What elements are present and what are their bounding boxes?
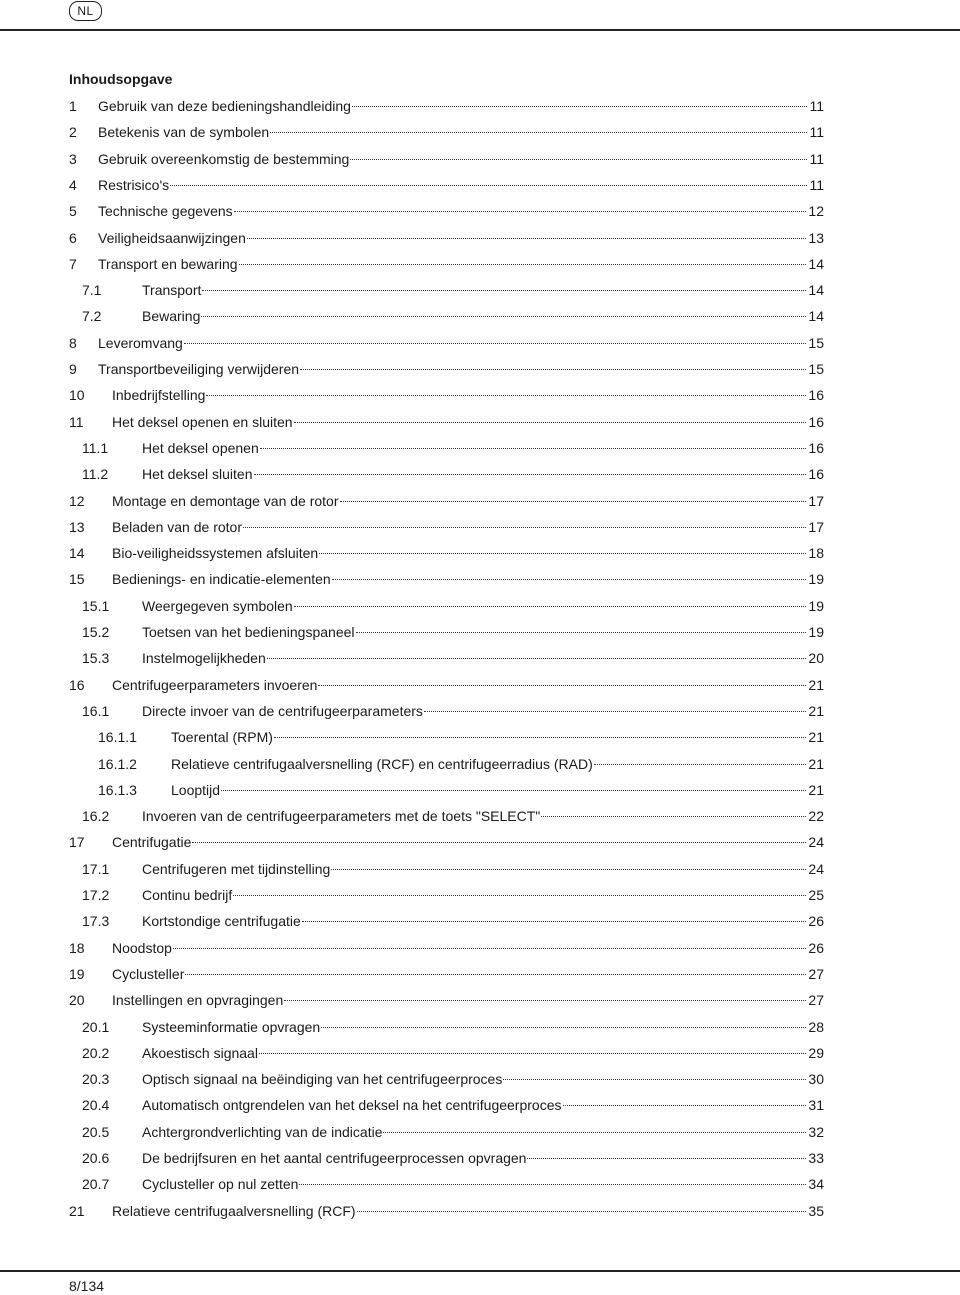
toc-entry-number: 16.1.1 bbox=[98, 729, 137, 746]
toc-entry-page: 24 bbox=[808, 860, 824, 877]
toc-dot-leader bbox=[294, 606, 807, 607]
toc-entry-page: 12 bbox=[808, 203, 824, 220]
toc-entry[interactable] bbox=[69, 540, 824, 566]
toc-entry[interactable] bbox=[82, 908, 824, 934]
toc-dot-leader bbox=[319, 553, 806, 554]
toc-entry-title: Relatieve centrifugaalversnelling (RCF) en centrifugeerradius (RAD) bbox=[171, 755, 593, 772]
toc-entry-title: Transportbeveiliging verwijderen bbox=[98, 361, 300, 377]
toc-entry-number: 6 bbox=[69, 229, 77, 246]
toc-dot-leader bbox=[594, 764, 807, 765]
toc-entry[interactable] bbox=[69, 330, 824, 356]
toc-dot-leader bbox=[202, 290, 806, 291]
toc-entry-title: Bedienings- en indicatie-elementen bbox=[112, 571, 331, 588]
toc-entry-title: Akoestisch signaal bbox=[142, 1044, 258, 1061]
toc-entry[interactable] bbox=[69, 382, 824, 408]
toc-entry-title: Achtergrondverlichting van de indicatie bbox=[142, 1123, 383, 1140]
toc-dot-leader bbox=[201, 316, 806, 317]
toc-entry-number: 17.3 bbox=[82, 913, 110, 930]
toc-entry-number: 16.1.2 bbox=[98, 755, 137, 772]
toc-entry-title: Inbedrijfstelling bbox=[112, 387, 206, 404]
toc-entry[interactable] bbox=[69, 987, 824, 1013]
toc-dot-leader bbox=[302, 921, 807, 922]
toc-entry-number: 4 bbox=[69, 176, 77, 193]
toc-entry[interactable] bbox=[98, 751, 824, 777]
toc-entry-title: Cyclusteller bbox=[112, 965, 185, 982]
toc-entry-number: 20.7 bbox=[82, 1176, 110, 1193]
toc-entry-number: 5 bbox=[69, 203, 77, 220]
toc-entry-page: 15 bbox=[808, 334, 824, 351]
toc-entry[interactable] bbox=[69, 146, 824, 172]
toc-entry-number: 20.2 bbox=[82, 1044, 110, 1061]
toc-entry-number: 14 bbox=[69, 545, 85, 562]
toc-entry[interactable] bbox=[82, 803, 824, 829]
toc-entry-page: 34 bbox=[808, 1176, 824, 1193]
toc-entry[interactable] bbox=[82, 882, 824, 908]
toc-entry-number: 15.2 bbox=[82, 624, 110, 640]
toc-entry-title: Bio-veiligheidssystemen afsluiten bbox=[112, 545, 319, 562]
toc-entry[interactable] bbox=[69, 356, 824, 382]
toc-entry-title: Automatisch ontgrendelen van het deksel na het centrifugeerproces bbox=[142, 1097, 562, 1114]
toc-entry-number: 7 bbox=[69, 255, 77, 272]
toc-entry-number: 8 bbox=[69, 334, 77, 351]
toc-entry[interactable] bbox=[82, 435, 824, 461]
toc-entry-page: 16 bbox=[808, 439, 824, 456]
toc-entry-number: 17.2 bbox=[82, 887, 110, 903]
toc-entry-number: 11.2 bbox=[82, 466, 109, 483]
toc-entry-number: 20 bbox=[69, 992, 85, 1009]
toc-entry-title: Relatieve centrifugaalversnelling (RCF) bbox=[112, 1202, 356, 1219]
toc-entry-number: 1 bbox=[69, 98, 77, 114]
toc-entry-page: 29 bbox=[808, 1044, 824, 1061]
toc-entry-title: Het deksel openen en sluiten bbox=[112, 413, 293, 430]
toc-dot-leader bbox=[541, 816, 806, 817]
toc-entry[interactable] bbox=[69, 225, 824, 251]
toc-entry-title: Continu bedrijf bbox=[142, 887, 233, 903]
page-number: 8/134 bbox=[69, 1278, 105, 1294]
toc-entry-page: 28 bbox=[808, 1018, 824, 1035]
toc-entry[interactable] bbox=[82, 1119, 824, 1145]
toc-entry-number: 17 bbox=[69, 834, 85, 851]
toc-entry-title: Toetsen van het bedieningspaneel bbox=[142, 624, 355, 640]
toc-entry-page: 35 bbox=[808, 1202, 824, 1219]
toc-entry-page: 33 bbox=[808, 1150, 824, 1166]
toc-entry-page: 21 bbox=[808, 781, 824, 798]
toc-entry-page: 11 bbox=[809, 176, 824, 193]
toc-entry-page: 17 bbox=[808, 518, 824, 535]
toc-entry-page: 24 bbox=[808, 834, 824, 851]
toc-dot-leader bbox=[184, 343, 807, 344]
toc-entry[interactable] bbox=[69, 829, 824, 855]
toc-dot-leader bbox=[185, 974, 806, 975]
toc-entry-page: 18 bbox=[808, 545, 824, 562]
toc-entry[interactable] bbox=[82, 461, 824, 487]
toc-entry-page: 16 bbox=[808, 413, 824, 430]
toc-entry-title: Montage en demontage van de rotor bbox=[112, 492, 339, 509]
toc-entry[interactable] bbox=[82, 856, 824, 882]
toc-entry-number: 12 bbox=[69, 492, 85, 509]
toc-entry[interactable] bbox=[82, 698, 824, 724]
toc-entry-title: De bedrijfsuren en het aantal centrifugeerprocessen opvragen bbox=[142, 1150, 527, 1166]
toc-entry-title: Restrisico's bbox=[98, 176, 170, 193]
toc-dot-leader bbox=[332, 579, 807, 580]
toc-entry[interactable] bbox=[69, 566, 824, 592]
toc-entry-page: 11 bbox=[809, 150, 824, 167]
toc-entry-number: 7.1 bbox=[82, 282, 102, 299]
toc-entry[interactable] bbox=[69, 1198, 824, 1224]
toc-dot-leader bbox=[563, 1105, 807, 1106]
toc-entry[interactable] bbox=[82, 1145, 824, 1171]
toc-entry-number: 15 bbox=[69, 571, 85, 588]
toc-entry-title: Toerental (RPM) bbox=[171, 729, 273, 746]
toc-entry[interactable] bbox=[69, 409, 824, 435]
toc-entry-number: 13 bbox=[69, 518, 85, 535]
toc-entry-title: Veiligheidsaanwijzingen bbox=[98, 229, 246, 246]
toc-entry-title: Gebruik overeenkomstig de bestemming bbox=[98, 150, 350, 167]
toc-entry-page: 19 bbox=[808, 597, 824, 614]
toc-entry-page: 27 bbox=[808, 965, 824, 982]
toc-dot-leader bbox=[357, 1211, 807, 1212]
toc-entry-title: Instelmogelijkheden bbox=[142, 650, 266, 667]
toc-entry-page: 25 bbox=[808, 887, 824, 903]
toc-dot-leader bbox=[321, 1027, 806, 1028]
toc-entry-title: Bewaring bbox=[142, 308, 201, 325]
toc-dot-leader bbox=[173, 948, 806, 949]
toc-entry[interactable] bbox=[69, 119, 824, 145]
toc-entry-page: 15 bbox=[808, 361, 824, 377]
toc-dot-leader bbox=[299, 1184, 806, 1185]
toc-entry-title: Transport en bewaring bbox=[98, 255, 238, 272]
toc-dot-leader bbox=[300, 369, 806, 370]
toc-dot-leader bbox=[352, 106, 807, 107]
toc-entry-title: Instellingen en opvragingen bbox=[112, 992, 284, 1009]
toc-dot-leader bbox=[270, 132, 807, 133]
toc-entry-number: 20.1 bbox=[82, 1018, 110, 1035]
toc-entry[interactable] bbox=[98, 724, 824, 750]
toc-entry-number: 11.1 bbox=[82, 439, 109, 456]
toc-entry-number: 15.1 bbox=[82, 597, 110, 614]
toc-dot-leader bbox=[340, 501, 807, 502]
header-rule bbox=[0, 29, 960, 31]
toc-entry-number: 17.1 bbox=[82, 860, 110, 877]
toc-heading: Inhoudsopgave bbox=[69, 71, 173, 87]
toc-dot-leader bbox=[170, 185, 807, 186]
toc-dot-leader bbox=[260, 448, 807, 449]
toc-entry[interactable] bbox=[82, 1092, 824, 1118]
toc-entry-page: 21 bbox=[808, 702, 824, 719]
toc-dot-leader bbox=[274, 737, 807, 738]
toc-entry-title: Leveromvang bbox=[98, 334, 183, 351]
toc-entry[interactable] bbox=[82, 619, 824, 645]
toc-entry[interactable] bbox=[98, 777, 824, 803]
toc-entry[interactable] bbox=[69, 172, 824, 198]
toc-dot-leader bbox=[503, 1079, 806, 1080]
toc-dot-leader bbox=[331, 869, 806, 870]
toc-dot-leader bbox=[383, 1132, 806, 1133]
toc-entry-number: 16.2 bbox=[82, 808, 110, 825]
toc-entry-number: 21 bbox=[69, 1202, 85, 1219]
toc-entry[interactable] bbox=[82, 1066, 824, 1092]
toc-dot-leader bbox=[221, 790, 806, 791]
toc-entry[interactable] bbox=[82, 1171, 824, 1197]
toc-entry-title: Cyclusteller op nul zetten bbox=[142, 1176, 299, 1193]
toc-dot-leader bbox=[254, 474, 807, 475]
toc-dot-leader bbox=[350, 159, 807, 160]
toc-entry[interactable] bbox=[69, 672, 824, 698]
toc-entry-number: 16.1.3 bbox=[98, 781, 137, 798]
toc-entry-title: Gebruik van deze bedieningshandleiding bbox=[98, 98, 351, 114]
toc-entry-title: Centrifugatie bbox=[112, 834, 192, 851]
toc-entry-title: Centrifugeerparameters invoeren bbox=[112, 676, 318, 693]
toc-entry-page: 21 bbox=[808, 755, 824, 772]
toc-entry[interactable] bbox=[82, 277, 824, 303]
toc-entry-title: Het deksel sluiten bbox=[142, 466, 253, 483]
toc-entry-number: 16 bbox=[69, 676, 85, 693]
toc-entry-number: 2 bbox=[69, 124, 77, 141]
toc-entry[interactable] bbox=[69, 198, 824, 224]
toc-entry-number: 20.4 bbox=[82, 1097, 110, 1114]
toc-entry-title: Transport bbox=[142, 282, 202, 299]
toc-dot-leader bbox=[233, 895, 806, 896]
toc-entry-number: 20.5 bbox=[82, 1123, 110, 1140]
toc-entry-number: 18 bbox=[69, 939, 85, 956]
toc-dot-leader bbox=[356, 632, 807, 633]
toc-entry-page: 11 bbox=[809, 124, 824, 141]
toc-entry-page: 14 bbox=[808, 282, 824, 299]
toc-entry-title: Kortstondige centrifugatie bbox=[142, 913, 301, 930]
toc-dot-leader bbox=[424, 711, 807, 712]
toc-entry-title: Weergegeven symbolen bbox=[142, 597, 293, 614]
toc-entry[interactable] bbox=[69, 514, 824, 540]
toc-entry-page: 11 bbox=[809, 98, 824, 114]
toc-entry-page: 19 bbox=[808, 624, 824, 640]
toc-entry-page: 22 bbox=[808, 808, 824, 825]
toc-entry[interactable] bbox=[69, 488, 824, 514]
toc-entry-page: 16 bbox=[808, 466, 824, 483]
toc-entry-number: 9 bbox=[69, 361, 77, 377]
toc-entry[interactable] bbox=[82, 645, 824, 671]
toc-entry-title: Het deksel openen bbox=[142, 439, 259, 456]
toc-dot-leader bbox=[527, 1158, 806, 1159]
toc-dot-leader bbox=[192, 842, 806, 843]
toc-entry-number: 10 bbox=[69, 387, 85, 404]
toc-entry-page: 20 bbox=[808, 650, 824, 667]
toc-entry-number: 16.1 bbox=[82, 702, 110, 719]
toc-dot-leader bbox=[206, 395, 806, 396]
toc-entry-title: Centrifugeren met tijdinstelling bbox=[142, 860, 331, 877]
toc-entry-page: 21 bbox=[808, 676, 824, 693]
toc-entry-title: Looptijd bbox=[171, 781, 221, 798]
toc-entry-page: 21 bbox=[808, 729, 824, 746]
toc-entry[interactable] bbox=[69, 93, 824, 119]
toc-entry-number: 11 bbox=[69, 413, 84, 430]
toc-entry-title: Directe invoer van de centrifugeerparameters bbox=[142, 702, 423, 719]
toc-entry-page: 19 bbox=[808, 571, 824, 588]
toc-entry-number: 15.3 bbox=[82, 650, 110, 667]
toc-dot-leader bbox=[234, 211, 807, 212]
toc-dot-leader bbox=[247, 238, 807, 239]
toc-entry-number: 20.6 bbox=[82, 1150, 110, 1166]
toc-entry-page: 17 bbox=[808, 492, 824, 509]
toc-entry[interactable] bbox=[69, 961, 824, 987]
toc-dot-leader bbox=[284, 1000, 806, 1001]
toc-entry-page: 13 bbox=[808, 229, 824, 246]
toc-entry-title: Invoeren van de centrifugeerparameters met de toets "SELECT" bbox=[142, 808, 541, 825]
toc-dot-leader bbox=[267, 658, 807, 659]
toc-entry-title: Optisch signaal na beëindiging van het centrifugeerproces bbox=[142, 1071, 503, 1088]
toc-entry-title: Technische gegevens bbox=[98, 203, 233, 220]
toc-entry[interactable] bbox=[82, 593, 824, 619]
toc-entry-page: 16 bbox=[808, 387, 824, 404]
toc-entry-page: 14 bbox=[808, 308, 824, 325]
toc-dot-leader bbox=[239, 264, 807, 265]
toc-entry-page: 31 bbox=[808, 1097, 824, 1114]
toc-entry-number: 3 bbox=[69, 150, 77, 167]
toc-entry[interactable] bbox=[82, 303, 824, 329]
toc-entry-page: 26 bbox=[808, 939, 824, 956]
footer-rule bbox=[0, 1270, 960, 1272]
toc-entry-number: 20.3 bbox=[82, 1071, 110, 1088]
toc-dot-leader bbox=[243, 527, 806, 528]
toc-entry-title: Systeeminformatie opvragen bbox=[142, 1018, 321, 1035]
toc-entry-page: 14 bbox=[808, 255, 824, 272]
language-badge: NL bbox=[69, 1, 102, 21]
toc-dot-leader bbox=[259, 1053, 806, 1054]
toc-entry-title: Beladen van de rotor bbox=[112, 518, 242, 535]
toc-entry-page: 30 bbox=[808, 1071, 824, 1088]
toc-entry-page: 32 bbox=[808, 1123, 824, 1140]
toc-dot-leader bbox=[318, 685, 806, 686]
toc-entry[interactable] bbox=[69, 251, 824, 277]
toc-entry-page: 26 bbox=[808, 913, 824, 930]
toc-entry-title: Noodstop bbox=[112, 939, 172, 956]
toc-entry[interactable] bbox=[82, 1040, 824, 1066]
toc-entry-title: Betekenis van de symbolen bbox=[98, 124, 270, 141]
toc-entry[interactable] bbox=[82, 1014, 824, 1040]
toc-entry[interactable] bbox=[69, 935, 824, 961]
toc-entry-page: 27 bbox=[808, 992, 824, 1009]
toc-entry-number: 19 bbox=[69, 965, 85, 982]
toc-entry-number: 7.2 bbox=[82, 308, 102, 325]
toc-dot-leader bbox=[294, 422, 807, 423]
